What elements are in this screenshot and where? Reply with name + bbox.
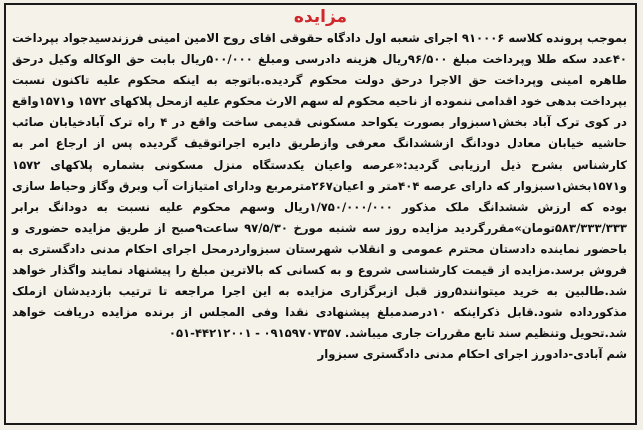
notice-title: مزایده — [293, 7, 348, 27]
notice-body-text: بموجب پرونده کلاسه ۹۱۰۰۰۶ اجرای شعبه اول دادگاه حقوقی اقای روح الامین امینی فرزندسیدجواد بپرداخت ۴۰عدد سکه طلا وپرداخت مبلغ ۹۶/۵۰۰ریال هزینه دادرسی ومبلغ ۵۰۰/۰۰۰ریال بابت حق الوکاله وکیل درحق طاهره امینی وپرداخت حق الاجرا درحق دولت محکوم گردیده.باتوجه به اینکه محکوم علیه تاکنون نسبت بپرداخت بدهی خود اقدامی ننموده از ناحیه محکوم له سهم الارث محکوم علیه ازمحل پلاکهای ۱۵۷۲ و۱۵۷۱واقع در کوی ترک آباد بخش۱سبزوار بصورت یکواحد مسکونی قدیمی ساخت واقع در ۴ راه ترک آبادخیابان صائب حاشیه خیابان معادل دودانگ ازششدانگ معرفی وازطریق دایره اجراتوقیف گردیده پس از ارجاع امر به کارشناس بشرح ذیل ارزیابی گردید:«عرصه واعیان یکدستگاه منزل مسکونی بشماره پلاکهای ۱۵۷۲ و۱۵۷۱بخش۱سبزوار که دارای عرصه ۴۰۴متر و اعیان۲۶۷مترمربع ودارای امتیازات آب وبرق وگاز وحیاط سازی بوده که ارزش ششدانگ ملک مذکور ۱/۷۵۰/۰۰۰/۰۰۰ریال وسهم محکوم علیه نسبت به دودانگ برابر ۵۸۳/۳۳۳/۳۳۳تومان»مقررگردید مزایده روز سه شنبه مورخ ۹۷/۵/۳۰ ساعت۹صبح از طریق مزایده حضوری و باحضور نماینده دادستان محترم عمومی و انقلاب شهرستان سبزواردرمحل اجرای احکام مدنی دادگستری به فروش برسد.مزایده از قیمت کارشناسی شروع و به کسانی که بالاترین مبلغ را پیشنهاد نمایند واگذار خواهد شد.طالبین به خرید میتوانند۵روز قبل ازبرگزاری مزایده به این اجرا مراجعه تا ترتیب بازدیدشان ازملک مذکورداده شود.قابل ذکراینکه ۱۰درصدمبلغ پیشنهادی نقدا وفی المجلس از برنده مزایده دریافت خواهد شد.تحویل وتنظیم سند تابع مقررات جاری میباشد. — [12, 31, 628, 341]
notice-footer: شم آبادی-دادورز اجرای احکام مدنی دادگستری سبزوار — [317, 347, 627, 362]
phone-number: ۰۵۱-۴۴۲۱۲۰۰۱ - ۰۹۱۵۹۷۰۷۳۵۷ — [168, 326, 342, 341]
auction-notice — [4, 3, 637, 425]
notice-body — [6, 28, 635, 344]
